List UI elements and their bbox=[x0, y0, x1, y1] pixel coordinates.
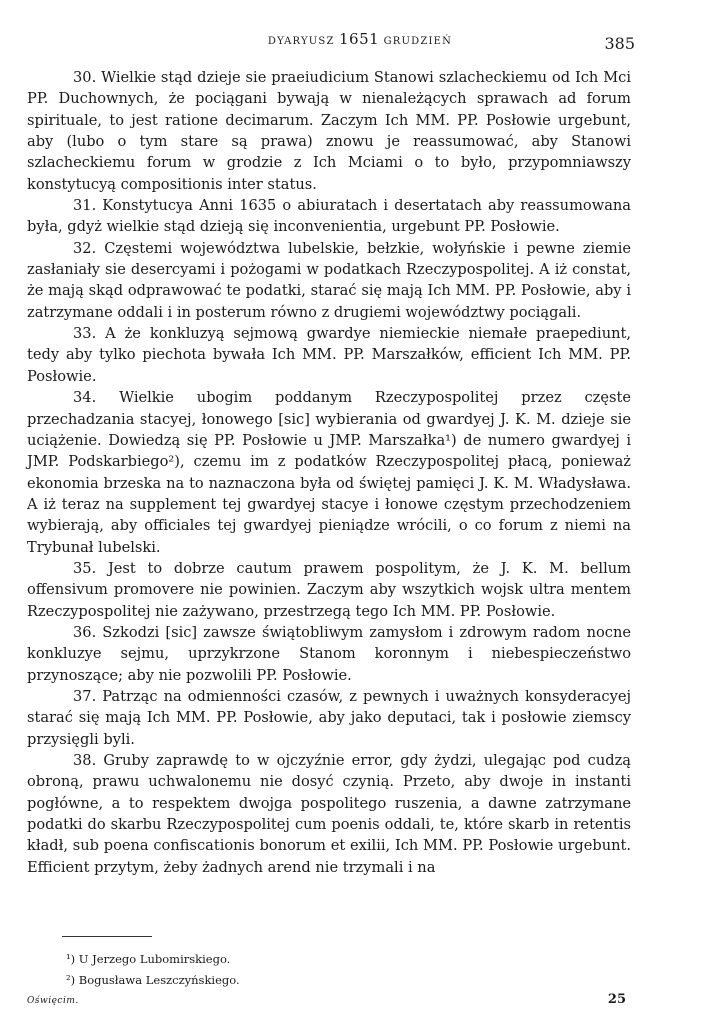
page-number: 385 bbox=[604, 34, 635, 53]
footnote-2 bbox=[66, 970, 240, 991]
paragraph-31: 31. Konstytucya Anni 1635 o abiuratach i desertatach aby reassumowana była, gdyż wielkie stąd dzieją się inconvenientia, urgebunt PP. Posłowie. bbox=[27, 197, 631, 236]
paragraph-30: 30. Wielkie stąd dzieje sie praeiudicium Stanowi szlacheckiemu od Ich Mci PP. Duchownych, że pociągani bywają w nienależących sprawach ad forum spirituale, to jest ratione decimarum. Zaczym Ich MM. PP. Posłowie urgebunt, aby (lubo o tym stare są prawa) znowu je reassumować, aby Stanowi szlacheckiemu forum w grodzie z Ich Mciami o to było, przypomniawszy konstytucyą compositionis inter status. bbox=[27, 69, 631, 193]
footnote-mark: ¹) bbox=[66, 952, 76, 966]
footnote-divider bbox=[62, 936, 152, 937]
running-head-title: DYARYUSZ bbox=[267, 36, 335, 47]
paragraph-34: 34. Wielkie ubogim poddanym Rzeczypospolitej przez częste przechadzania stacyej, łonowego [sic] wybierania od gwardyej J. K. M. dzieje sie uciążenie. Dowiedzą się PP. Posłowie u JMP. Marszałka¹) de numero gwardyej i JMP. Podskarbiego²), czemu im z podatków Rzeczypospolitej płacą, ponieważ ekonomia brzeska na to naznaczona była od świętej pamięci J. K. M. Władysława. A iż teraz na supplement tej gwardyej stacye i łonowe częstym przechodzeniem wybierają, aby officiales tej gwardyej pieniądze wrócili, o co forum z niemi na Trybunał lubelski. bbox=[27, 389, 631, 556]
paragraph-33: 33. A że konkluzyą sejmową gwardye niemieckie niemałe praepediunt, tedy aby tylko piechota bywała Ich MM. PP. Marszałków, efficient Ich MM. PP. Posłowie. bbox=[27, 325, 631, 385]
paragraph-36: 36. Szkodzi [sic] zawsze świątobliwym zamysłom i zdrowym radom nocne konkluzye sejmu, uprzykrzone Stanom koronnym i niebespieczeństwo przynoszące; aby nie pozwolili PP. Posłowie. bbox=[27, 623, 631, 684]
paragraph-38: 38. Gruby zaprawdę to w ojczyźnie error, gdy żydzi, ulegając pod cudzą obroną, prawu uchwalonemu nie dosyć czynią. Przeto, aby dwoje in instanti pogłówne, a to respektem dwojga pospolitego ruszenia, a dawne zatrzymane podatki do skarbu Rzeczypospolitej cum poenis oddali, te, które skarb in retentis kładł, sub poena confiscationis bonorum et exilii, Ich MM. PP. Posłowie urgebunt. Efficient przytym, żeby żadnych arend nie trzymali i na bbox=[27, 752, 631, 876]
printer-signature: Oświęcim. bbox=[27, 996, 79, 1006]
paragraph-35: 35. Jest to dobrze cautum prawem pospolitym, że J. K. M. bellum offensivum promovere nie powinien. Zaczym aby wszytkich wojsk ultra mentem Rzeczypospolitej nie zażywano, przestrzegą tego Ich MM. PP. Posłowie. bbox=[27, 559, 631, 620]
paragraph-37: 37. Patrząc na odmienności czasów, z pewnych i uważnych konsyderacyej starać się mają Ich MM. PP. Posłowie, aby jako deputaci, tak i posłowie ziemscy przysięgli byli. bbox=[27, 687, 631, 748]
footnote-text: U Jerzego Lubomirskiego. bbox=[78, 952, 231, 966]
paragraph-32: 32. Częstemi województwa lubelskie, bełzkie, wołyńskie i pewne ziemie zasłaniały sie desercyami i pożogami w podatkach Rzeczypospolitej. A iż constat, że mają skąd odprawować te podatki, starać się mają Ich MM. PP. Posłowie, aby i zatrzymane oddali i in posterum równo z drugiemi województwy pociągali. bbox=[27, 239, 631, 321]
running-head-year: 1651 bbox=[339, 30, 380, 48]
footnote-text: Bogusława Leszczyńskiego. bbox=[78, 973, 240, 987]
sheet-number: 25 bbox=[607, 992, 626, 1007]
footnote-1 bbox=[66, 949, 240, 970]
running-head-month: GRUDZIEŃ bbox=[383, 36, 453, 47]
body-text bbox=[27, 67, 631, 878]
footnotes bbox=[66, 949, 240, 991]
footnote-mark: ²) bbox=[66, 973, 76, 987]
